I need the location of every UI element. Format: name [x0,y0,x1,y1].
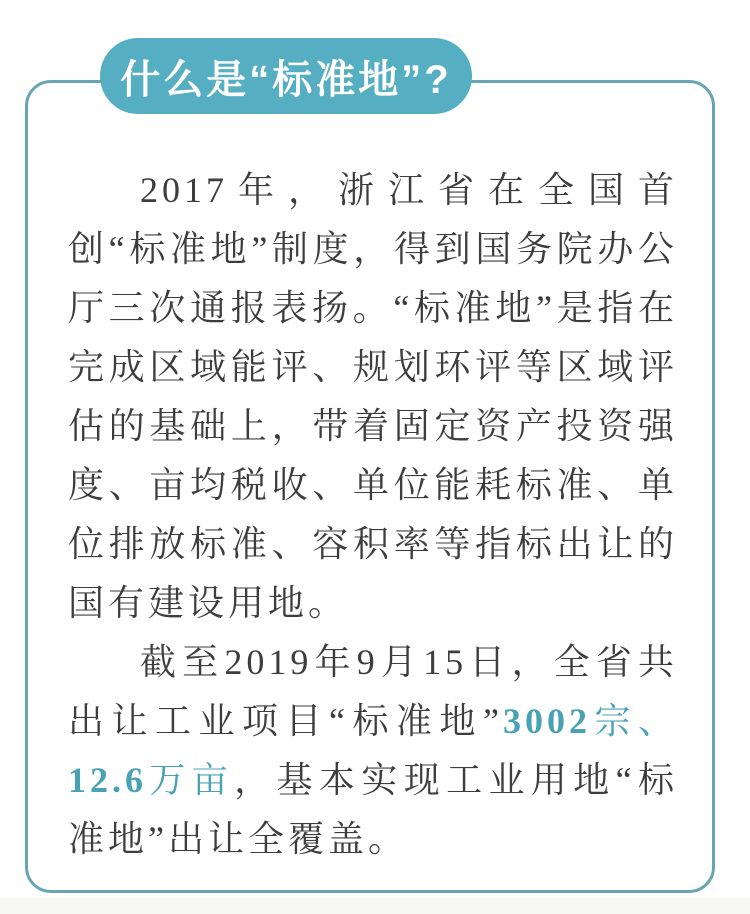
paragraph [68,161,678,633]
card-title-badge [100,38,472,114]
body-text: 截至2019年9月15日，全省共出让工业项目“标准地” [68,642,678,741]
body-text: ，基本实现工业用地“标准地”出让全覆盖。 [68,760,678,859]
highlight-text: 万亩 [147,760,235,800]
paragraph [68,633,678,869]
highlight-text: 3002 [502,701,591,741]
highlight-text: 12.6 [68,760,147,800]
card-title: 什么是“标准地”? [120,57,452,102]
body-text: 2017年，浙江省在全国首创“标准地”制度，得到国务院办公厅三次通报表扬。“标准地”是指在完成区域能评、规划环评等区域评估的基础上，带着固定资产投资强度、亩均税收、单位能耗标准、单位排放标准、容积率等指标出让的国有建设用地。 [68,170,678,623]
info-card [25,57,715,893]
card-body [68,161,678,869]
page-footer-strip [0,898,750,914]
highlight-text: 宗、 [590,701,678,741]
